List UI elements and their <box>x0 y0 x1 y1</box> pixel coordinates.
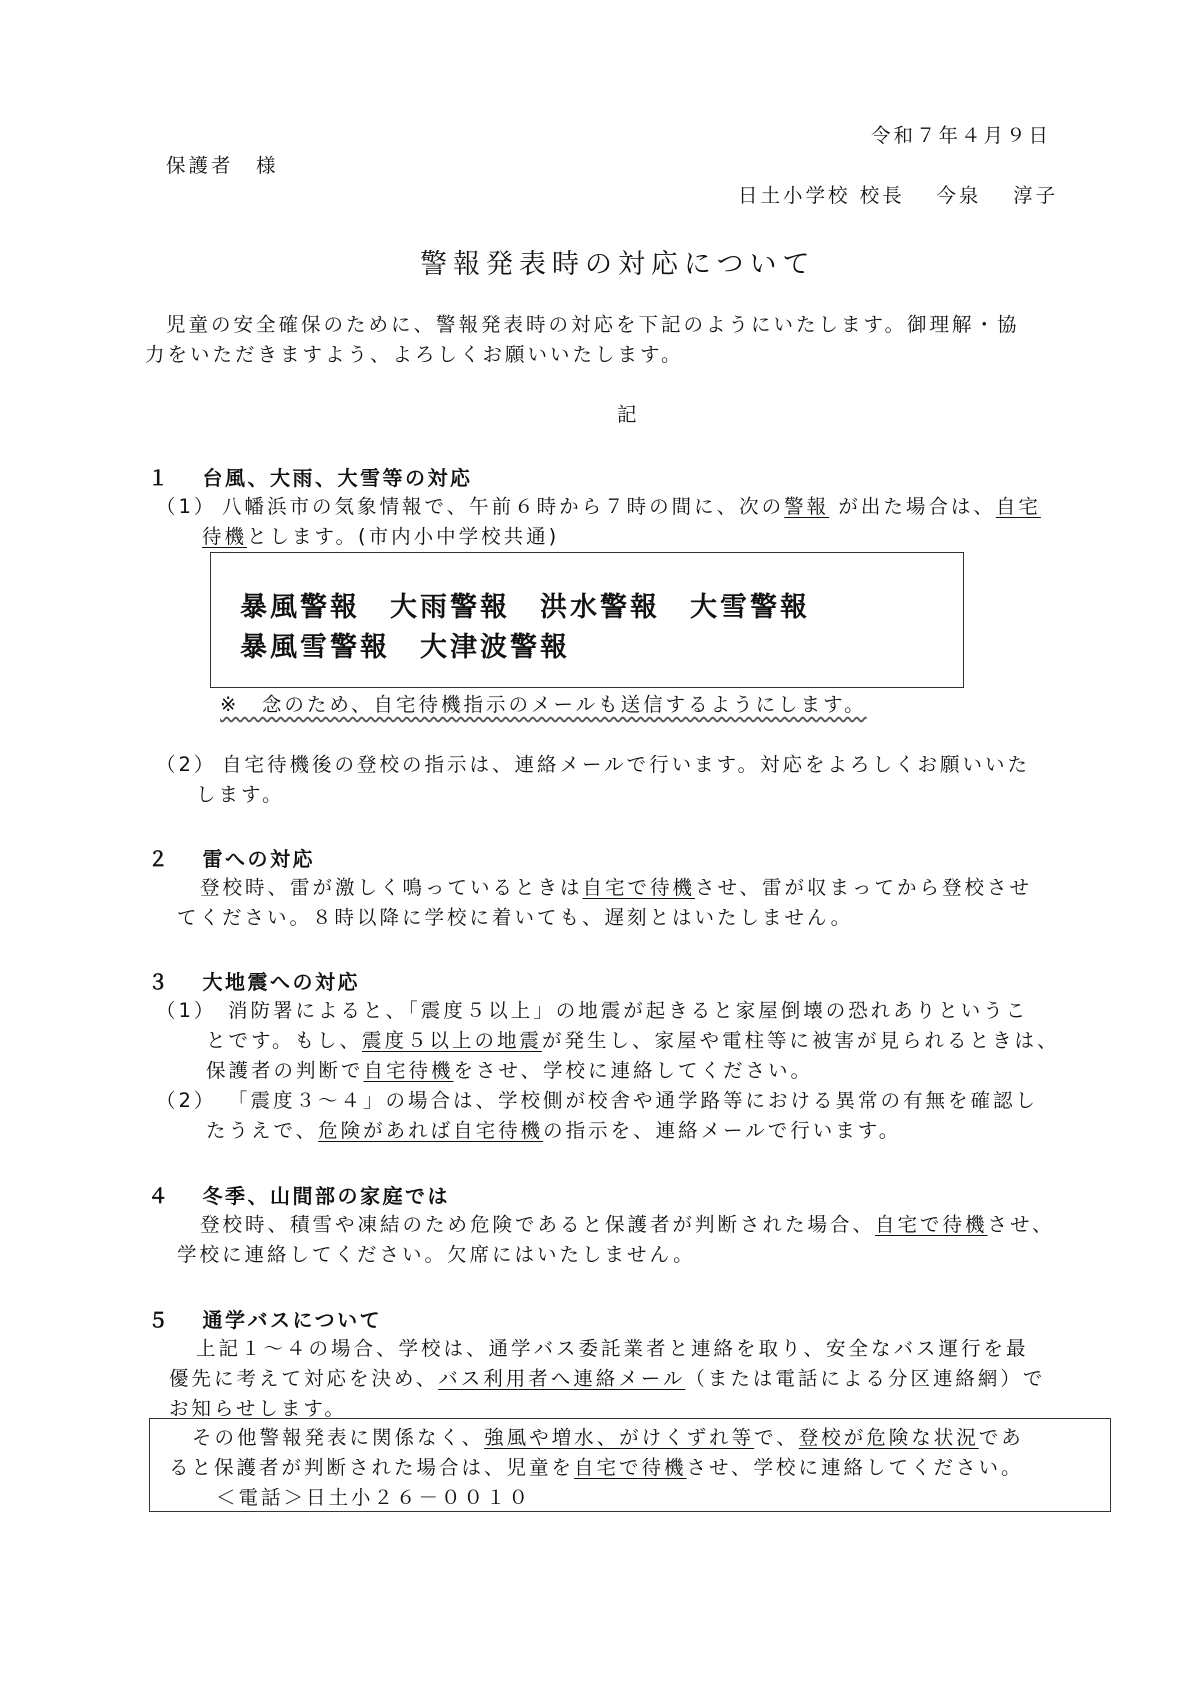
section1-item2-line1: 自宅待機後の登校の指示は、連絡メールで行います。対応をよろしくお願いいた <box>222 753 1031 776</box>
underlined-standby: 待機 <box>202 525 248 548</box>
text-segment: をさせ、学校に連絡してください。 <box>453 1059 813 1082</box>
text-segment: させ、学校に連絡してください。 <box>686 1456 1024 1479</box>
text-segment: 登校時、積雪や凍結のため危険であると保護者が判断された場合、 <box>200 1213 876 1236</box>
section5-line2 <box>169 1365 1045 1393</box>
page-title: 警報発表時の対応について <box>420 249 816 280</box>
text-segment: 八幡浜市の気象情報で、午前６時から７時の間に、次の <box>222 495 785 518</box>
section3-item2-number: （2） <box>156 1089 217 1112</box>
underlined-home-wait: 自宅で待機 <box>875 1213 988 1236</box>
section2-line1 <box>200 874 1032 902</box>
email-note: ※ 念のため、自宅待機指示のメールも送信するようにします。 <box>220 693 867 716</box>
intro-line-1: 児童の安全確保のために、警報発表時の対応を下記のようにいたします。御理解・協 <box>166 313 1020 336</box>
section4-line2: 学校に連絡してください。欠席にはいたしません。 <box>177 1243 696 1266</box>
text-segment: （または電話による分区連絡網）で <box>685 1367 1046 1390</box>
underlined-home: 自宅 <box>995 495 1041 518</box>
section3-item1-line1: 消防署によると、「震度５以上」の地震が起きると家屋倒壊の恐れありというこ <box>228 999 1029 1022</box>
underlined-danger: 登校が危険な状況 <box>798 1426 979 1449</box>
underlined-standby: 自宅待機 <box>363 1059 454 1082</box>
text-segment: 登校時、雷が激しく鳴っているときは <box>200 876 583 899</box>
text-segment: ると保護者が判断された場合は、児童を <box>169 1456 575 1479</box>
section5-line1: 上記１～４の場合、学校は、通学バス委託業者と連絡を取り、安全なバス運行を最 <box>196 1337 1029 1360</box>
warnings-line-1: 暴風警報 大雨警報 洪水警報 大雪警報 <box>240 592 810 623</box>
phone-number: ＜電話＞日土小２６－００１０ <box>216 1486 532 1509</box>
underlined-hazards: 強風や増水、がけくずれ等 <box>484 1426 755 1449</box>
text-segment: で、 <box>754 1426 799 1449</box>
warnings-line-2: 暴風雪警報 大津波警報 <box>240 632 570 663</box>
section2-line2: てください。８時以降に学校に着いても、遅刻とはいたしません。 <box>177 906 854 929</box>
section4-heading: ４ 冬季、山間部の家庭では <box>148 1184 450 1208</box>
text-segment: が発生し、家屋や電柱等に被害が見られるときは、 <box>541 1029 1060 1052</box>
underlined-danger: 危険があれば自宅待機 <box>318 1119 544 1142</box>
notice-line1 <box>192 1424 1024 1452</box>
ki-heading: 記 <box>617 403 640 426</box>
text-segment: が出た場合は、 <box>829 495 996 518</box>
section5-heading: ５ 通学バスについて <box>148 1308 383 1332</box>
text-segment: とです。もし、 <box>206 1029 362 1052</box>
underlined-bus-mail: バス利用者へ連絡メール <box>438 1367 686 1390</box>
section3-item2-line1: 「震度３～４」の場合は、学校側が校舎や通学路等における異常の有無を確認し <box>228 1089 1039 1112</box>
section1-item1-line1 <box>222 493 1041 521</box>
text-segment: の指示を、連絡メールで行います。 <box>543 1119 902 1142</box>
text-segment: させ、雷が収まってから登校させ <box>695 876 1032 899</box>
text-segment: その他警報発表に関係なく、 <box>192 1426 485 1449</box>
section4-line1 <box>200 1211 1054 1239</box>
section5-line3: お知らせします。 <box>169 1397 347 1420</box>
section3-item2-line2 <box>206 1117 901 1145</box>
sender: 日土小学校 校長 今泉 淳子 <box>738 184 1059 207</box>
section1-item2-line2: します。 <box>196 783 285 806</box>
section1-item1-number: （1） <box>156 495 217 518</box>
intro-line-2: 力をいただきますよう、よろしくお願いいたします。 <box>145 343 684 366</box>
underlined-home-wait: 自宅で待機 <box>574 1456 687 1479</box>
section1-heading: １ 台風、大雨、大雪等の対応 <box>148 466 473 490</box>
underlined-home-wait: 自宅で待機 <box>582 876 696 899</box>
section1-item1-line2 <box>202 523 559 551</box>
notice-line2 <box>169 1454 1023 1482</box>
text-segment: とします。(市内小中学校共通) <box>247 525 560 548</box>
underlined-warning: 警報 <box>784 495 830 518</box>
text-segment: 保護者の判断で <box>206 1059 364 1082</box>
section3-item1-line3 <box>206 1057 813 1085</box>
section1-item2-number: （2） <box>156 753 217 776</box>
text-segment: させ、 <box>987 1213 1055 1236</box>
text-segment: であ <box>978 1426 1024 1449</box>
section3-heading: ３ 大地震への対応 <box>148 970 360 994</box>
section3-item1-number: （1） <box>156 999 217 1022</box>
underlined-quake: 震度５以上の地震 <box>361 1029 542 1052</box>
section3-item1-line2 <box>206 1027 1059 1055</box>
document-date: 令和７年４月９日 <box>871 124 1052 147</box>
text-segment: 優先に考えて対応を決め、 <box>169 1367 439 1390</box>
text-segment: たうえで、 <box>206 1119 319 1142</box>
recipient: 保護者 様 <box>166 154 279 177</box>
section2-heading: ２ 雷への対応 <box>148 847 315 871</box>
